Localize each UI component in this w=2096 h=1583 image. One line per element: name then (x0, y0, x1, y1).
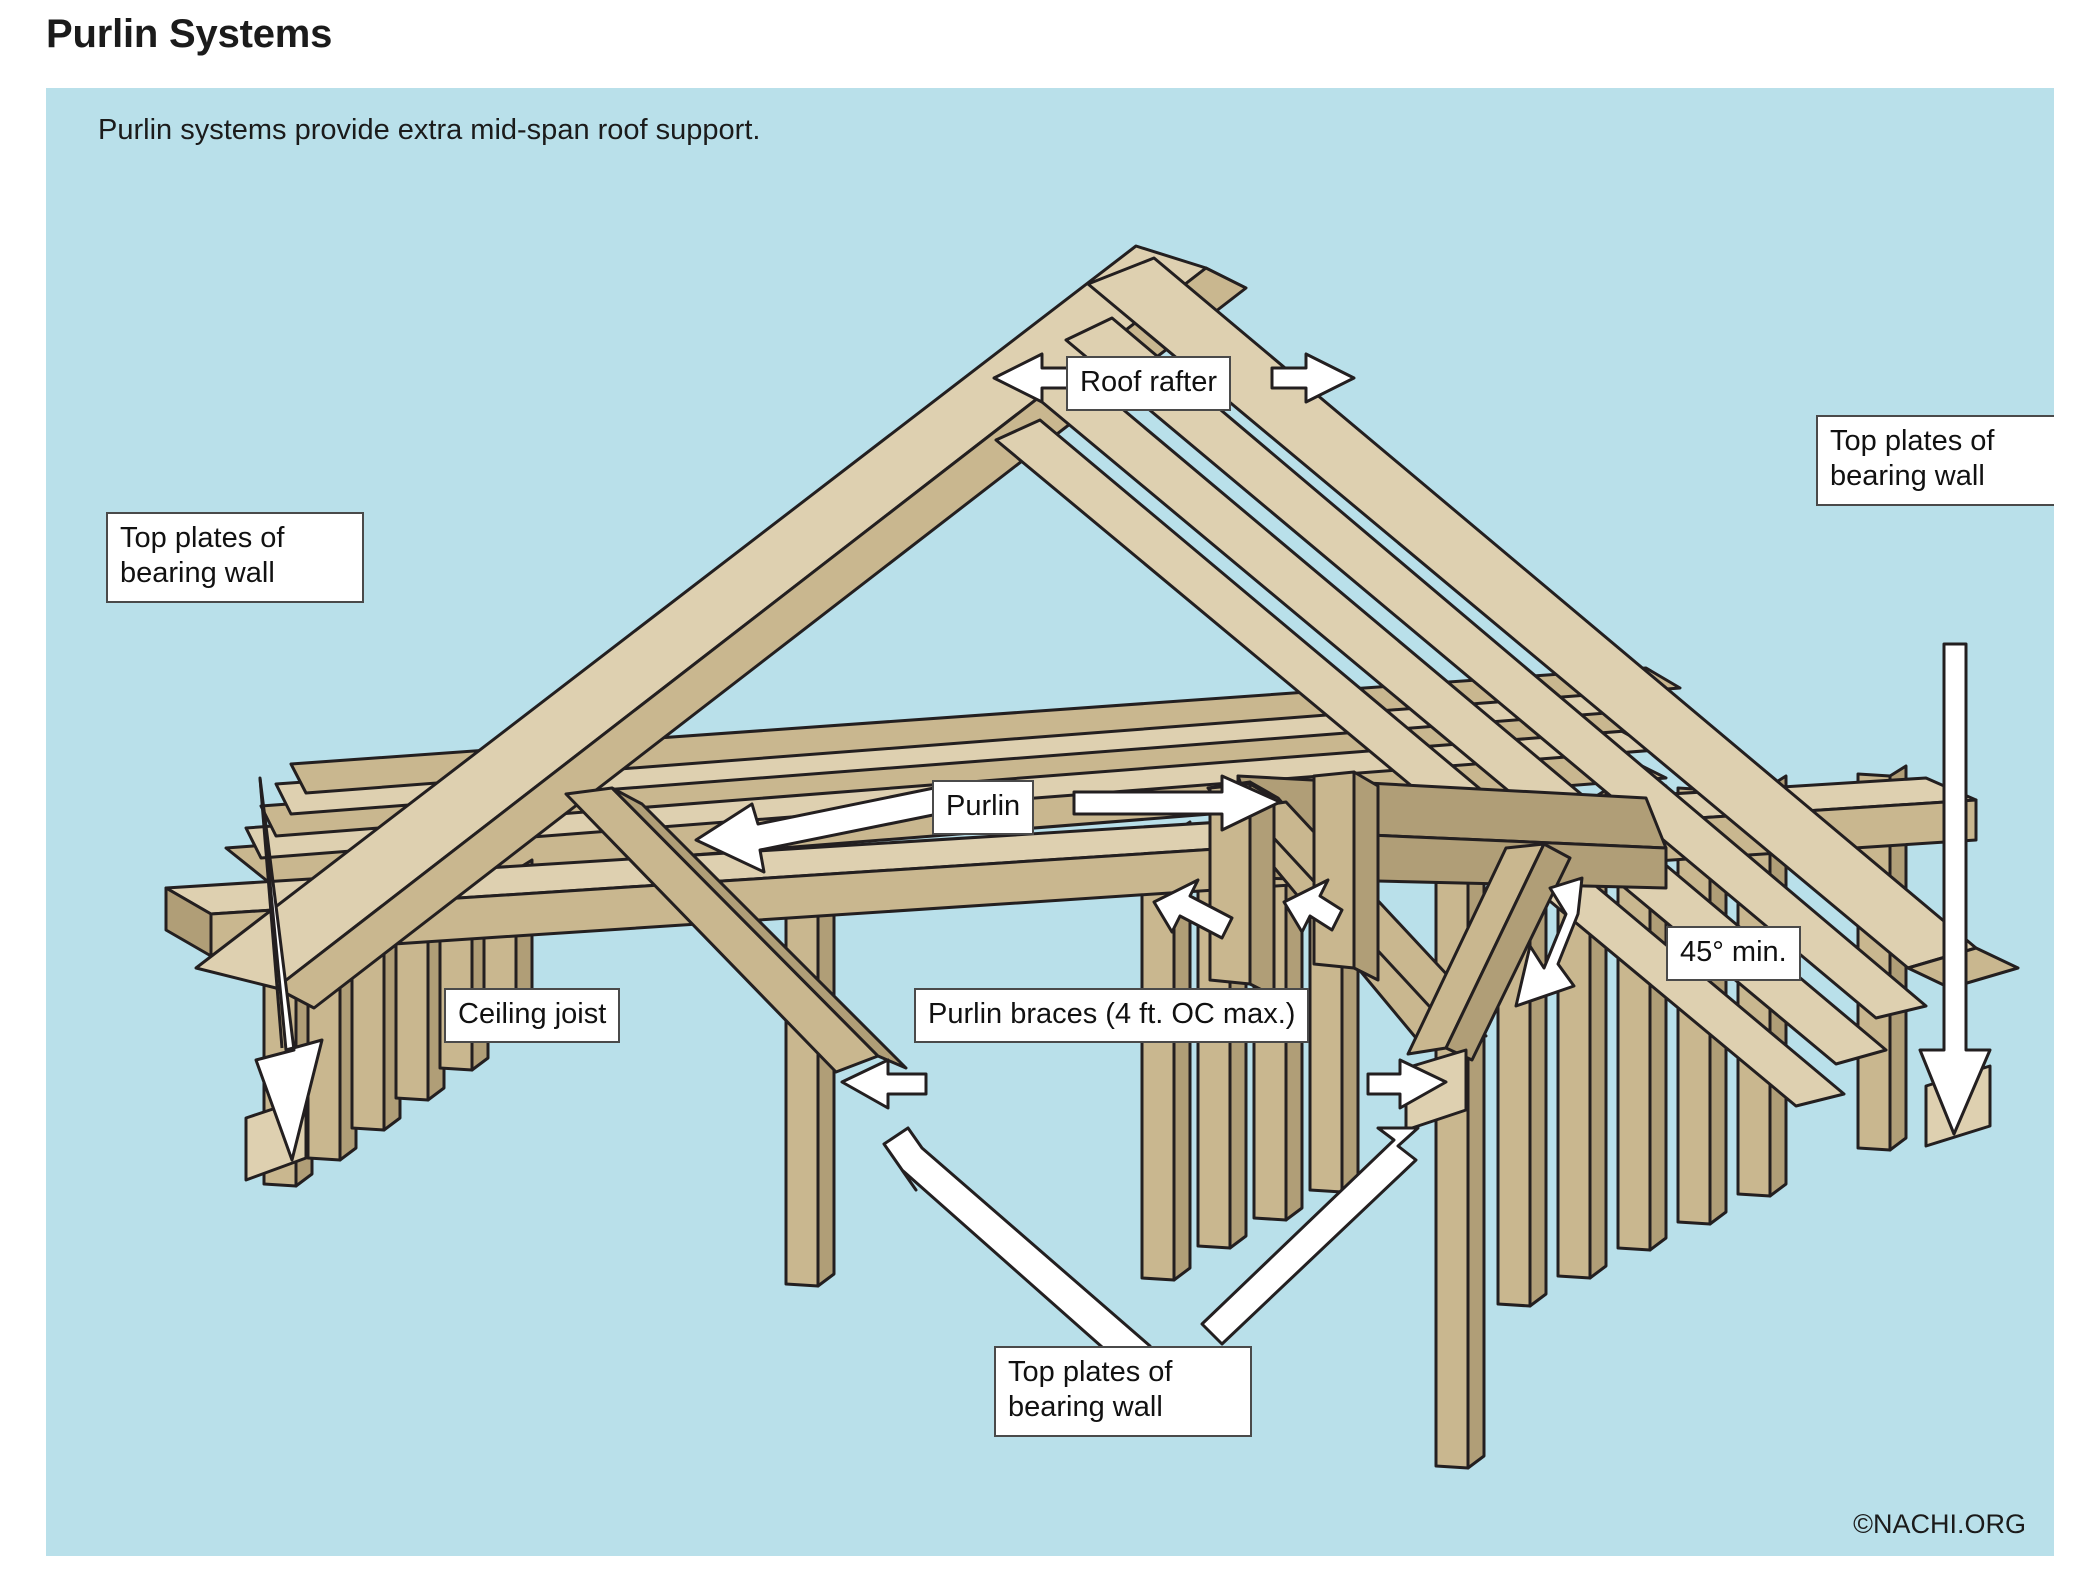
page-title: Purlin Systems (46, 12, 333, 56)
subtitle-text: Purlin systems provide extra mid-span roof support. (98, 114, 761, 146)
callout-ceiling-joist: Ceiling joist (444, 988, 620, 1043)
copyright-credit: ©NACHI.ORG (1853, 1509, 2026, 1539)
callout-line-1: Top plates of (120, 522, 285, 554)
callout-roof-rafter: Roof rafter (1066, 356, 1231, 411)
callout-line-2: bearing wall (1830, 460, 1985, 493)
roof-framing-illustration (46, 88, 2054, 1556)
callout-line-1: Top plates of (1830, 425, 1995, 457)
leader-top-plates-right (1920, 644, 1990, 1134)
callout-top-plates-right (1816, 415, 2054, 506)
callout-45-min: 45° min. (1666, 926, 1801, 981)
callout-purlin-braces: Purlin braces (4 ft. OC max.) (914, 988, 1309, 1043)
leader-purlin-braces-hline-left (842, 1060, 926, 1108)
plate-end-blocks (246, 1050, 1990, 1180)
callout-line-2: bearing wall (120, 557, 275, 590)
callout-line-2: bearing wall (1008, 1391, 1163, 1424)
illustration-canvas (46, 88, 2054, 1556)
leader-top-plates-bottom-left (884, 1128, 1150, 1370)
callout-top-plates-left (106, 512, 364, 603)
callout-top-plates-bottom (994, 1346, 1252, 1437)
callout-line-1: Top plates of (1008, 1356, 1173, 1388)
callout-purlin: Purlin (932, 780, 1034, 835)
